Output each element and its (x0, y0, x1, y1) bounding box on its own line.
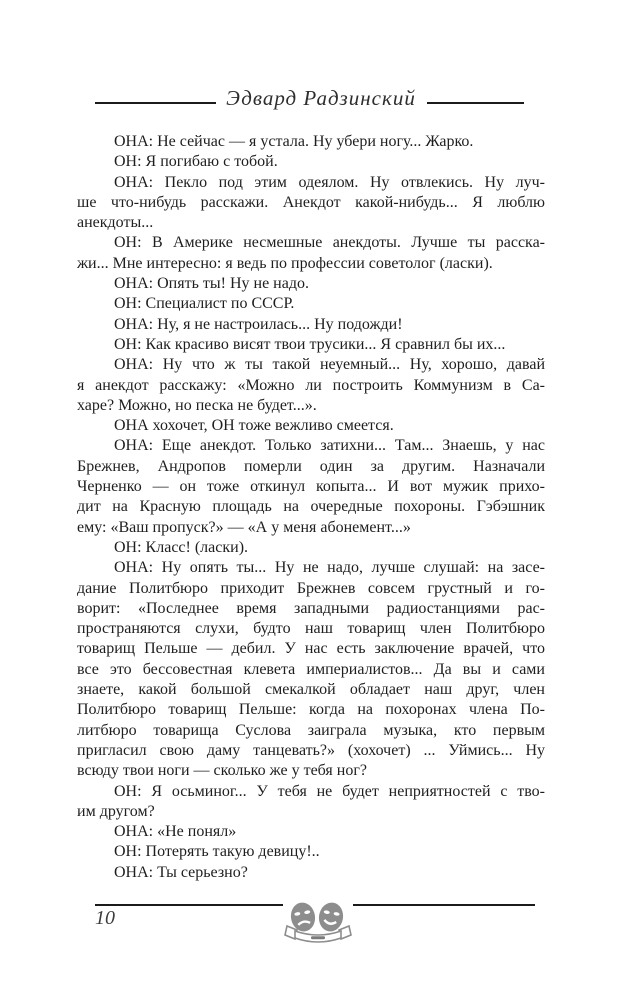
dialogue-line: жи... Мне интересно: я ведь по профессии советолог (ласки). (77, 254, 493, 272)
theater-masks-icon (284, 900, 352, 950)
dialogue-paragraph (77, 274, 545, 294)
dialogue-paragraph (77, 558, 545, 781)
dialogue-line: им другом? (77, 802, 155, 820)
dialogue-line: ОН: Я осьминог... У тебя не будет неприятностей с тво- (114, 782, 545, 800)
dialogue-line: ОН: Специалист по СССР. (114, 295, 295, 313)
dialogue-paragraph (77, 355, 545, 416)
dialogue-line: литбюро товарища Суслова заиграла музыка, кто первым (77, 721, 545, 739)
dialogue-line: ему: «Ваш пропуск?» — «А у меня абонемент...» (77, 518, 411, 536)
dialogue-text (77, 132, 545, 883)
author-name: Эдвард Радзинский (226, 86, 416, 110)
dialogue-line: ОНА: Еще анекдот. Только затихни... Там... Знаешь, у нас (114, 437, 545, 455)
dialogue-line: пригласил свою даму танцевать?» (хохочет) ... Уймись... Ну (77, 741, 545, 759)
header-rule-left (95, 102, 216, 104)
dialogue-line: ворит: «Последнее время западными радиостанциями рас- (77, 599, 545, 617)
footer-rule-left (95, 904, 283, 906)
dialogue-line: ОН: Потерять такую девицу!.. (114, 843, 320, 861)
dialogue-line: ОНА: Не сейчас — я устала. Ну убери ногу... Жарко. (114, 133, 474, 150)
dialogue-paragraph (77, 315, 545, 335)
dialogue-line: ОНА: «Не понял» (114, 823, 237, 841)
page-number: 10 (95, 907, 115, 929)
dialogue-line: Черненко — он тоже откинул копыта... И вот мужик прихо- (77, 478, 545, 496)
running-head (0, 0, 620, 130)
dialogue-line: ОНА: Пекло под этим одеялом. Ну отвлекись. Ну луч- (114, 173, 545, 191)
footer-rule-right (353, 904, 535, 906)
dialogue-line: анекдоты... (77, 214, 154, 232)
dialogue-line: Политбюро товарищ Пельше: когда на похоронах члена По- (77, 701, 545, 719)
dialogue-line: ОН: Как красиво висят твои трусики... Я сравнил бы их... (114, 335, 506, 353)
dialogue-line: пространяются слухи, будто наш товарищ член Политбюро (77, 620, 545, 638)
dialogue-paragraph (77, 863, 545, 883)
dialogue-paragraph (77, 233, 545, 274)
dialogue-line: Брежнев, Андропов померли один за другим. Назначали (77, 457, 545, 475)
dialogue-line: ОНА: Ну опять ты... Ну не надо, лучше слушай: на засе- (114, 559, 545, 577)
dialogue-line: харе? Можно, но песка не будет...». (77, 396, 317, 414)
header-rule-right (427, 102, 524, 104)
dialogue-line: ше что-нибудь расскажи. Анекдот какой-нибудь... Я люблю (77, 193, 545, 211)
dialogue-paragraph (77, 294, 545, 314)
dialogue-paragraph (77, 782, 545, 823)
dialogue-line: ОНА: Ты серьезно? (114, 863, 248, 881)
dialogue-line: знаете, какой большой смекалкой обладает наш друг, член (77, 681, 545, 699)
dialogue-line: ОН: Я погибаю с тобой. (114, 153, 278, 171)
dialogue-paragraph (77, 416, 545, 436)
dialogue-line: ОНА: Ну что ж ты такой неуемный... Ну, хорошо, давай (114, 356, 545, 374)
dialogue-paragraph (77, 335, 545, 355)
dialogue-paragraph (77, 842, 545, 862)
dialogue-paragraph (77, 436, 545, 537)
dialogue-line: дит на Красную площадь на очередные похороны. Гэбэшник (77, 498, 545, 516)
dialogue-line: всюду твои ноги — сколько же у тебя ног? (77, 762, 367, 780)
dialogue-paragraph (77, 822, 545, 842)
dialogue-paragraph (77, 152, 545, 172)
dialogue-line: все это бессовестная клевета империалистов... Да вы и сами (77, 660, 545, 678)
dialogue-line: я анекдот расскажу: «Можно ли построить Коммунизм в Са- (77, 376, 545, 394)
dialogue-line: дание Политбюро приходит Брежнев совсем грустный и го- (77, 579, 545, 597)
dialogue-paragraph (77, 173, 545, 234)
dialogue-paragraph (77, 132, 545, 152)
dialogue-line: ОНА хохочет, ОН тоже вежливо смеется. (114, 417, 394, 435)
dialogue-line: ОНА: Ну, я не настроилась... Ну подожди! (114, 315, 403, 333)
dialogue-line: товарищ Пельше — дебил. У нас есть заключение врачей, что (77, 640, 545, 658)
dialogue-paragraph (77, 538, 545, 558)
dialogue-line: ОН: Класс! (ласки). (114, 538, 249, 556)
dialogue-line: ОН: В Америке несмешные анекдоты. Лучше ты расска- (114, 234, 545, 252)
dialogue-line: ОНА: Опять ты! Ну не надо. (114, 275, 309, 293)
